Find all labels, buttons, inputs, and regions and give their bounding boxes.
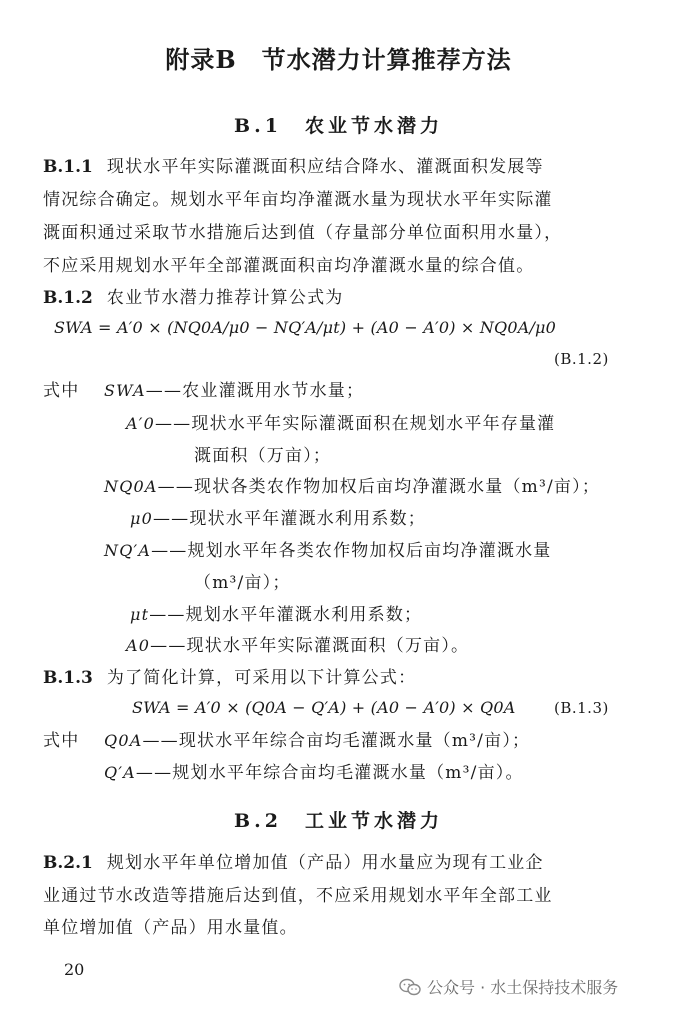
clause-b21-line1 (43, 853, 544, 873)
def-symbol: Q′A (104, 763, 136, 782)
def-symbol: SWA (104, 381, 146, 400)
clause-b21-text1: 规划水平年单位增加值（产品）用水量应为现有工业企 (106, 853, 544, 873)
def-text: （m³/亩）； (194, 573, 291, 593)
def-row-continued (194, 573, 291, 593)
clause-b21-line3: 单位增加值（产品）用水量值。 (43, 918, 298, 938)
clause-b21-label: B.2.1 (43, 853, 93, 873)
def-row (130, 605, 422, 625)
clause-b111-line3: 溉面积通过采取节水措施后达到值（存量部分单位面积用水量）， (43, 223, 563, 243)
def-row (104, 477, 600, 497)
clause-b111-line4: 不应采用规划水平年全部灌溉面积亩均净灌溉水量的综合值。 (43, 256, 535, 276)
def-text: ——农业灌溉用水节水量； (145, 381, 365, 401)
def-symbol: Q0A (104, 731, 143, 750)
watermark-text: 公众号 · 水土保持技术服务 (427, 978, 619, 997)
def-text: ——现状水平年实际灌溉面积（万亩）。 (150, 636, 470, 656)
clause-b111-label: B.1.1 (43, 157, 93, 177)
page-number: 20 (64, 960, 85, 979)
clause-b112-line (43, 288, 343, 308)
def-text: ——规划水平年灌溉水利用系数； (149, 605, 423, 625)
def-text: ——现状水平年综合亩均毛灌溉水量（m³/亩）； (142, 731, 531, 751)
def-text: ——现状各类农作物加权后亩均净灌溉水量（m³/亩）； (157, 477, 601, 497)
def-row (104, 731, 530, 751)
clause-b111-line1 (43, 157, 544, 177)
section-b1-heading: B.1 农业节水潜力 (234, 115, 443, 137)
def-symbol: A′0 (126, 414, 155, 433)
def-text: ——现状水平年实际灌溉面积在规划水平年存量灌 (154, 414, 556, 434)
def-symbol: A0 (126, 636, 151, 655)
clause-b111-line2: 情况综合确定。规划水平年亩均净灌溉水量为现状水平年实际灌 (43, 190, 553, 210)
clause-b21-line2: 业通过节水改造等措施后达到值，不应采用规划水平年全部工业 (43, 886, 553, 906)
clause-b113-line (43, 668, 416, 688)
def-row (126, 414, 555, 434)
def-text: ——现状水平年灌溉水利用系数； (152, 509, 426, 529)
clause-b112-text: 农业节水潜力推荐计算公式为 (106, 288, 344, 308)
def-symbol: μt (130, 605, 150, 624)
formula-b13: SWA = A′0 × (Q0A − Q′A) + (A0 − A′0) × Q0A (132, 698, 516, 717)
clause-b113-text: 为了简化计算，可采用以下计算公式： (106, 668, 417, 688)
formula-b12: SWA = A′0 × (NQ0A/μ0 − NQ′A/μt) + (A0 − A′0) × NQ0A/μ0 (54, 318, 557, 337)
def-text: ——规划水平年综合亩均毛灌溉水量（m³/亩）。 (135, 763, 524, 783)
clause-b111-text1: 现状水平年实际灌溉面积应结合降水、灌溉面积发展等 (106, 157, 544, 177)
def-symbol: NQ0A (104, 477, 158, 496)
clause-b113-label: B.1.3 (43, 668, 93, 688)
def-symbol: NQ′A (104, 541, 152, 560)
def-row (104, 541, 552, 561)
def-row (104, 381, 364, 401)
clause-b112-label: B.1.2 (43, 288, 93, 308)
def-row-continued (194, 446, 331, 466)
where-label-2: 式中 (43, 731, 80, 751)
def-row (130, 509, 426, 529)
def-row (126, 636, 469, 656)
def-symbol: μ0 (130, 509, 153, 528)
formula-b12-tag: (B.1.2) (554, 350, 609, 368)
where-label-1: 式中 (43, 381, 80, 401)
wechat-icon (399, 978, 421, 996)
section-b2-heading: B.2 工业节水潜力 (234, 810, 443, 832)
def-text: ——规划水平年各类农作物加权后亩均净灌溉水量 (151, 541, 552, 561)
watermark (399, 975, 618, 998)
formula-b13-tag: (B.1.3) (554, 699, 609, 717)
appendix-title: 附录B 节水潜力计算推荐方法 (165, 45, 512, 74)
def-text: 溉面积（万亩）； (194, 446, 332, 466)
def-row (104, 763, 524, 783)
